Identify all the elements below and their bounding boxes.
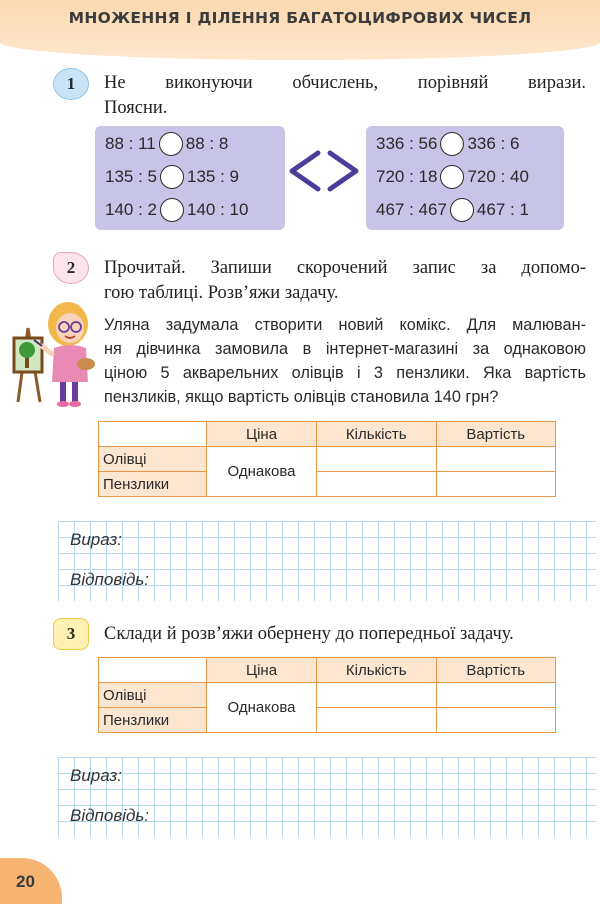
table-row [99,472,556,497]
price-cell: Однакова [207,447,317,497]
task-3-text: Склади й розв’яжи обернену до попередньої задачу. [104,624,514,644]
expression-right: 720 : 40 [467,167,529,186]
price-cell: Однакова [207,683,317,733]
table-header-row [99,422,556,447]
table-header-price: Ціна [207,422,317,447]
expression-left: 336 : 56 [376,134,438,153]
comparison-circle[interactable] [440,165,464,189]
comparison-circle[interactable] [159,132,183,156]
cost-cell[interactable] [436,447,556,472]
expression-left: 88 : 11 [105,134,156,153]
table-header-price: Ціна [207,658,317,683]
expression-right: 140 : 10 [187,200,249,219]
comparison-row [376,195,529,225]
cost-cell[interactable] [436,683,556,708]
comparison-row [105,162,239,192]
problem-line: пензликів, якщо вартість олівців становила 140 грн? [104,388,499,406]
short-record-table [98,421,556,497]
quantity-cell[interactable] [316,472,436,497]
page-number: 20 [16,872,35,891]
expression-right: 336 : 6 [467,134,520,153]
answer-label: Відповідь: [70,570,150,589]
comparison-row [105,195,248,225]
quantity-cell[interactable] [316,447,436,472]
problem-line: ня дівчинка замовила в інтернет-магазині за однаковою [104,340,586,358]
expression-label: Вираз: [70,530,122,549]
table-row [99,708,556,733]
comparison-circle[interactable] [160,198,184,222]
less-greater-signs-icon [288,147,360,195]
task-2-text-line1: Прочитай. Запиши скорочений запис за допомо- [104,258,586,278]
task-2-number: 2 [53,252,89,284]
task-2-text-line2: гою таблиці. Розв’яжи задачу. [104,283,339,303]
row-label-pencils: Олівці [99,683,207,708]
girl-painting-illustration [8,298,98,410]
table-row [99,447,556,472]
answer-label: Відповідь: [70,806,150,825]
quantity-cell[interactable] [316,683,436,708]
expression-left: 720 : 18 [376,167,438,186]
quantity-cell[interactable] [316,708,436,733]
task-1-text-line1: Не виконуючи обчислень, порівняй вирази. [104,73,586,93]
row-label-brushes: Пензлики [99,472,207,497]
expression-right: 135 : 9 [187,167,239,186]
expression-right: 88 : 8 [185,134,229,153]
comparison-panel-left [95,126,285,230]
comparison-row [105,129,228,159]
comparison-circle[interactable] [160,165,184,189]
comparison-signs-text [360,147,361,148]
comparison-panel-right [366,126,564,230]
table-header-empty [99,422,207,447]
task-1-number: 1 [53,68,89,100]
task-1-text-line2: Поясни. [104,98,168,118]
comparison-signs [288,147,360,195]
table-header-quantity: Кількість [316,422,436,447]
expression-left: 467 : 467 [376,200,447,219]
table-header-row [99,658,556,683]
table-header-cost: Вартість [436,658,556,683]
row-label-brushes: Пензлики [99,708,207,733]
expression-left: 140 : 2 [105,200,157,219]
table-header-cost: Вартість [436,422,556,447]
inverse-task-table [98,657,556,733]
chapter-title: МНОЖЕННЯ І ДІЛЕННЯ БАГАТОЦИФРОВИХ ЧИСЕЛ [68,9,532,27]
table-header-empty [99,658,207,683]
expression-label: Вираз: [70,766,122,785]
expression-left: 135 : 5 [105,167,157,186]
comparison-row [376,162,529,192]
comparison-circle[interactable] [450,198,474,222]
girl-painter-icon [8,298,98,410]
expression-right: 467 : 1 [476,200,529,219]
table-row [99,683,556,708]
comparison-row [376,129,519,159]
problem-line: Уляна задумала створити новий комікс. Для малюван- [104,316,586,334]
table-header-quantity: Кількість [316,658,436,683]
problem-line: ціною 5 акварельних олівців і 3 пензлики. Яка вартість [104,364,586,382]
row-label-pencils: Олівці [99,447,207,472]
task-3-number: 3 [53,618,89,650]
comparison-circle[interactable] [440,132,464,156]
page-number-tab [0,858,62,904]
cost-cell[interactable] [436,472,556,497]
cost-cell[interactable] [436,708,556,733]
